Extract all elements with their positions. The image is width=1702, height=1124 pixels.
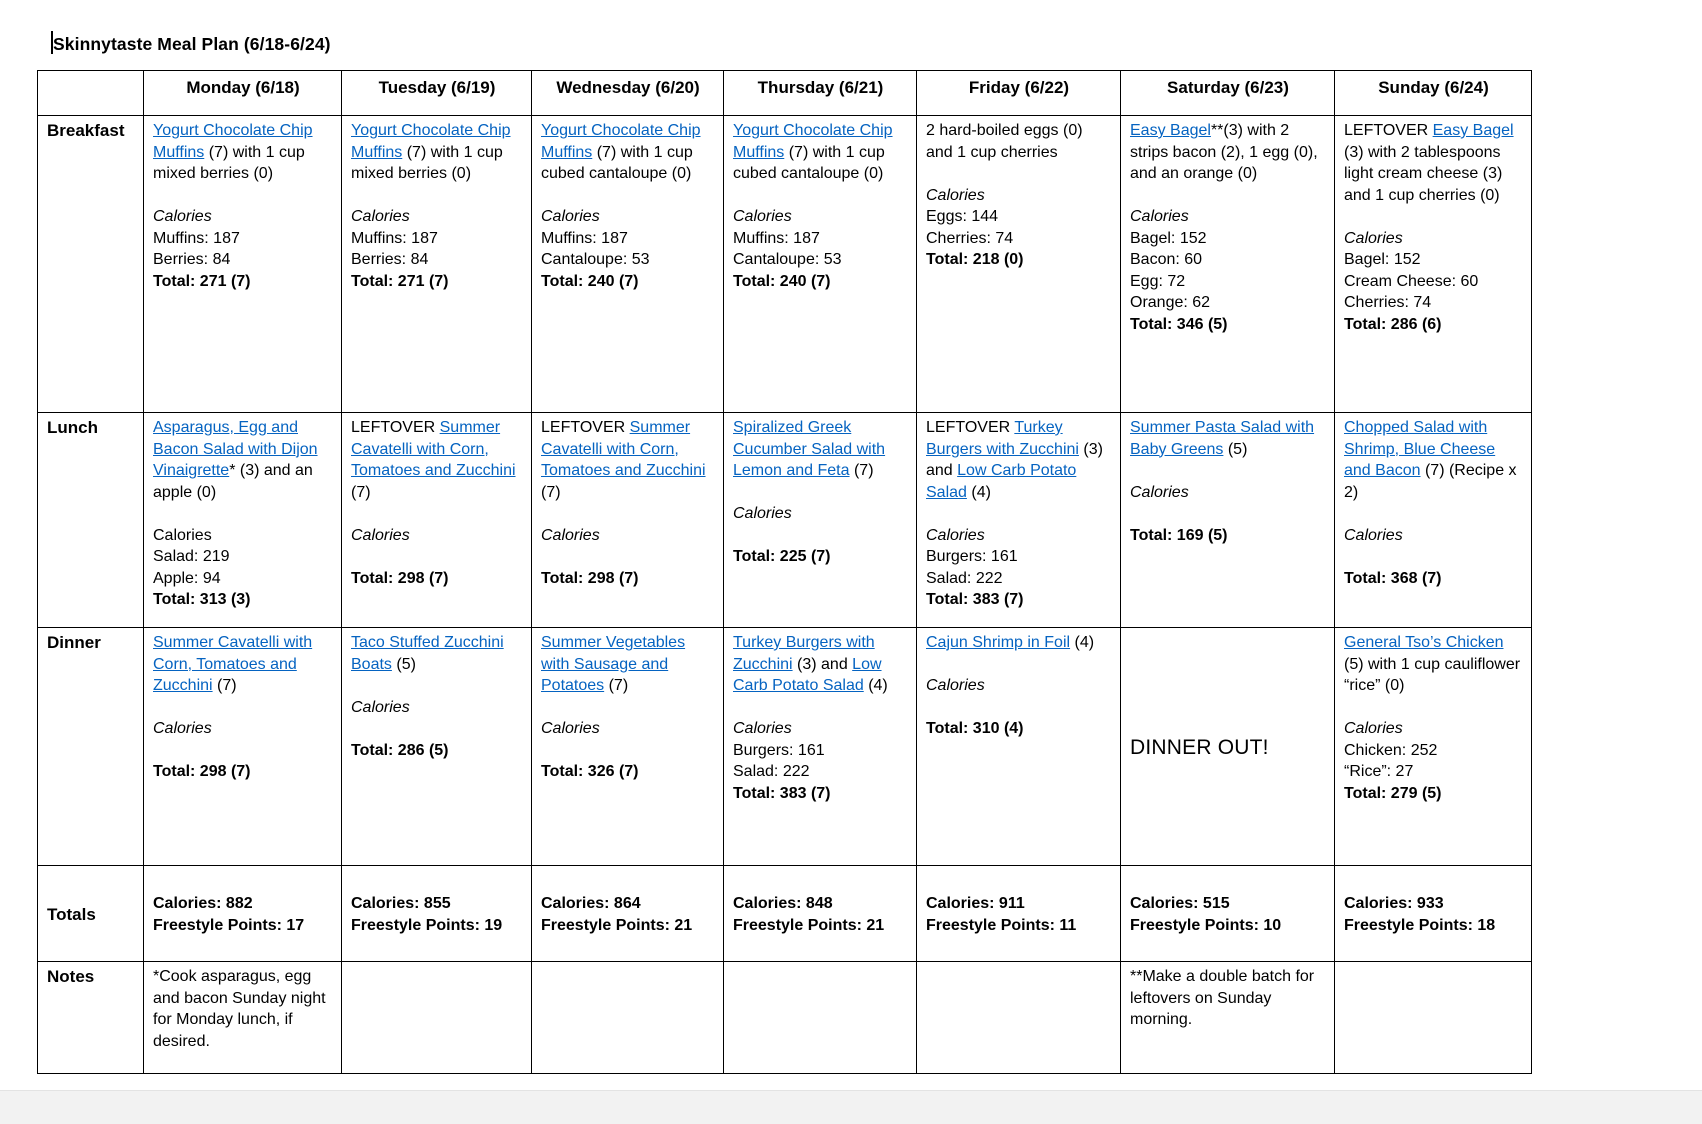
calorie-item: Muffins: 187 xyxy=(541,229,628,247)
meal-description xyxy=(926,632,1112,654)
meal-description xyxy=(733,417,908,482)
note-text: *Cook asparagus, egg and bacon Sunday night for Monday lunch, if desired. xyxy=(153,968,326,1050)
meal-description xyxy=(153,417,333,503)
recipe-link[interactable]: Yogurt Chocolate Chip Muffins xyxy=(541,122,701,161)
blank-line xyxy=(541,697,715,719)
day-header-0: Monday (6/18) xyxy=(144,71,342,116)
daily-total-line: Freestyle Points: 18 xyxy=(1344,916,1496,934)
totals-cell-3 xyxy=(724,866,917,962)
meal-text: (7) xyxy=(212,677,237,694)
calorie-item: Cherries: 74 xyxy=(926,229,1014,247)
calorie-item: Berries: 84 xyxy=(351,251,429,268)
meal-description xyxy=(926,120,1112,163)
row-label-totals: Totals xyxy=(38,866,144,962)
dinner-cell-0 xyxy=(144,628,342,866)
meal-total: Total: 279 (5) xyxy=(1344,784,1442,802)
blank-line xyxy=(1130,503,1326,525)
dinner-cell-3 xyxy=(724,628,917,866)
row-label-notes: Notes xyxy=(38,962,144,1074)
calories-label: Calories xyxy=(1344,229,1403,247)
dinner-cell-5 xyxy=(1121,628,1335,866)
recipe-link[interactable]: Low Carb Potato Salad xyxy=(926,462,1077,501)
meal-text: (4) xyxy=(863,677,888,694)
calories-label: Calories xyxy=(733,505,792,522)
calories-label: Calories xyxy=(153,720,212,737)
row-totals xyxy=(38,866,1532,962)
dinner-out-text: DINNER OUT! xyxy=(1130,735,1269,759)
meal-description xyxy=(1130,417,1326,460)
daily-total-line: Calories: 933 xyxy=(1344,895,1444,912)
meal-description xyxy=(153,632,333,697)
recipe-link[interactable]: Cajun Shrimp in Foil xyxy=(926,634,1071,651)
daily-total-line: Freestyle Points: 11 xyxy=(926,916,1077,934)
recipe-link[interactable]: Summer Cavatelli with Corn, Tomatoes and Zucchini xyxy=(351,419,516,479)
meal-text: (7) xyxy=(604,677,629,694)
calories-label: Calories xyxy=(153,208,212,225)
page-boundary xyxy=(0,1090,1702,1124)
blank-line xyxy=(541,185,715,207)
table-header-row xyxy=(38,71,1532,116)
calorie-item: Bagel: 152 xyxy=(1130,229,1207,247)
meal-description xyxy=(1344,632,1523,697)
row-lunch xyxy=(38,413,1532,628)
lunch-cell-3 xyxy=(724,413,917,628)
breakfast-cell-0 xyxy=(144,116,342,413)
day-header-6: Sunday (6/24) xyxy=(1335,71,1532,116)
calories-label: Calories xyxy=(153,526,212,544)
recipe-link[interactable]: Yogurt Chocolate Chip Muffins xyxy=(733,122,893,161)
blank-line xyxy=(351,675,523,697)
meal-text: (4) xyxy=(1070,634,1095,651)
calories-label: Calories xyxy=(1344,720,1403,737)
meal-description xyxy=(1130,120,1326,185)
day-header-4: Friday (6/22) xyxy=(917,71,1121,116)
recipe-link[interactable]: Asparagus, Egg and Bacon Salad with Dijon Vinaigrette xyxy=(153,419,318,479)
meal-text: (4) xyxy=(966,483,991,501)
day-header-3: Thursday (6/21) xyxy=(724,71,917,116)
daily-total-line: Calories: 864 xyxy=(541,895,641,912)
calorie-item: Bacon: 60 xyxy=(1130,251,1203,268)
blank-line xyxy=(153,740,333,762)
breakfast-cell-1 xyxy=(342,116,532,413)
calorie-item: Cream Cheese: 60 xyxy=(1344,272,1479,290)
row-label-dinner: Dinner xyxy=(38,628,144,866)
blank-line xyxy=(1130,460,1326,482)
notes-cell-2 xyxy=(532,962,724,1074)
notes-cell-0 xyxy=(144,962,342,1074)
blank-line xyxy=(926,654,1112,676)
recipe-link[interactable]: General Tso’s Chicken xyxy=(1344,634,1504,651)
meal-description xyxy=(153,120,333,185)
daily-total-line: Freestyle Points: 21 xyxy=(733,916,885,934)
blank-line xyxy=(733,697,908,719)
calories-label: Calories xyxy=(733,720,792,737)
breakfast-cell-5 xyxy=(1121,116,1335,413)
calories-label: Calories xyxy=(541,720,600,737)
recipe-link[interactable]: Spiralized Greek Cucumber Salad with Lemon and Feta xyxy=(733,419,886,479)
meal-total: Total: 346 (5) xyxy=(1130,315,1228,333)
blank-line xyxy=(153,503,333,525)
meal-text: (5) xyxy=(1223,440,1248,458)
daily-total-line: Calories: 855 xyxy=(351,895,451,912)
meal-text: LEFTOVER xyxy=(1344,122,1433,139)
calories-label: Calories xyxy=(351,698,410,716)
meal-text: (5) xyxy=(391,655,416,673)
recipe-link[interactable]: Turkey Burgers with Zucchini xyxy=(926,419,1079,458)
recipe-link[interactable]: Easy Bagel xyxy=(1130,122,1211,139)
blank-line xyxy=(1344,697,1523,719)
calorie-item: Burgers: 161 xyxy=(733,741,825,759)
meal-description xyxy=(1344,417,1523,503)
meal-description xyxy=(351,632,523,675)
totals-cell-0 xyxy=(144,866,342,962)
meal-total: Total: 326 (7) xyxy=(541,763,639,780)
blank-line xyxy=(1344,206,1523,228)
totals-cell-2 xyxy=(532,866,724,962)
meal-text: (7) (Recipe x 2) xyxy=(1344,462,1517,501)
calories-label: Calories xyxy=(1130,208,1189,225)
meal-text: (3) with 2 tablespoons light cream cheese (3) and 1 cup cherries (0) xyxy=(1344,143,1503,204)
blank-line xyxy=(351,718,523,740)
breakfast-cell-6 xyxy=(1335,116,1532,413)
lunch-cell-1 xyxy=(342,413,532,628)
meal-total: Total: 383 (7) xyxy=(733,784,831,802)
breakfast-cell-2 xyxy=(532,116,724,413)
blank-line xyxy=(733,185,908,207)
calorie-item: Cantaloupe: 53 xyxy=(733,251,842,268)
notes-cell-1 xyxy=(342,962,532,1074)
notes-cell-3 xyxy=(724,962,917,1074)
totals-cell-4 xyxy=(917,866,1121,962)
lunch-cell-4 xyxy=(917,413,1121,628)
calorie-item: Salad: 219 xyxy=(153,548,230,565)
blank-line xyxy=(153,185,333,207)
calorie-item: Cherries: 74 xyxy=(1344,294,1432,311)
meal-text: **(3) with 2 strips bacon (2), 1 egg (0), and an orange (0) xyxy=(1130,122,1318,182)
calories-label: Calories xyxy=(351,526,410,544)
calories-label: Calories xyxy=(1130,483,1189,501)
recipe-link[interactable]: Easy Bagel xyxy=(1432,122,1514,139)
blank-line xyxy=(1344,503,1523,525)
daily-total-line: Freestyle Points: 21 xyxy=(541,916,693,934)
totals-cell-1 xyxy=(342,866,532,962)
lunch-cell-2 xyxy=(532,413,724,628)
blank-line xyxy=(351,185,523,207)
meal-plan-table xyxy=(37,70,1532,1074)
calorie-item: Bagel: 152 xyxy=(1344,251,1421,268)
meal-total: Total: 271 (7) xyxy=(153,272,251,290)
calorie-item: Muffins: 187 xyxy=(351,229,438,247)
blank-line xyxy=(733,482,908,504)
notes-cell-6 xyxy=(1335,962,1532,1074)
meal-total: Total: 368 (7) xyxy=(1344,569,1442,587)
note-text: **Make a double batch for leftovers on Sunday morning. xyxy=(1130,968,1315,1028)
meal-text: (7) xyxy=(849,462,874,479)
meal-text: (3) and xyxy=(792,655,853,673)
recipe-link[interactable]: Turkey Burgers with Zucchini xyxy=(733,634,875,673)
blank-line xyxy=(541,740,715,762)
calorie-item: “Rice”: 27 xyxy=(1344,763,1414,780)
meal-text: (5) with 1 cup cauliflower “rice” (0) xyxy=(1344,655,1521,694)
meal-total: Total: 286 (5) xyxy=(351,741,449,759)
totals-cell-5 xyxy=(1121,866,1335,962)
daily-total-line: Calories: 882 xyxy=(153,895,253,912)
dinner-cell-2 xyxy=(532,628,724,866)
calorie-item: Berries: 84 xyxy=(153,251,231,268)
daily-total-line: Freestyle Points: 17 xyxy=(153,916,305,934)
blank-line xyxy=(733,525,908,547)
day-header-5: Saturday (6/23) xyxy=(1121,71,1335,116)
calorie-item: Muffins: 187 xyxy=(153,229,240,247)
calories-label: Calories xyxy=(541,526,600,544)
day-header-1: Tuesday (6/19) xyxy=(342,71,532,116)
daily-total-line: Freestyle Points: 10 xyxy=(1130,916,1282,934)
lunch-cell-6 xyxy=(1335,413,1532,628)
meal-description xyxy=(541,632,715,697)
blank-line xyxy=(351,503,523,525)
notes-cell-5 xyxy=(1121,962,1335,1074)
calorie-item: Apple: 94 xyxy=(153,569,221,587)
blank-line xyxy=(541,546,715,568)
meal-text: LEFTOVER xyxy=(541,419,630,436)
title-row xyxy=(51,31,331,55)
blank-line xyxy=(926,503,1112,525)
dinner-cell-4 xyxy=(917,628,1121,866)
blank-line xyxy=(1344,546,1523,568)
daily-total-line: Calories: 515 xyxy=(1130,895,1230,912)
meal-text: (7) with 1 cup mixed berries (0) xyxy=(153,143,305,182)
meal-total: Total: 271 (7) xyxy=(351,272,449,290)
row-breakfast xyxy=(38,116,1532,413)
recipe-link[interactable]: Yogurt Chocolate Chip Muffins xyxy=(153,122,313,161)
meal-total: Total: 240 (7) xyxy=(733,272,831,290)
meal-text: LEFTOVER xyxy=(926,419,1015,436)
row-label-lunch: Lunch xyxy=(38,413,144,628)
calorie-item: Cantaloupe: 53 xyxy=(541,251,650,268)
document-title: Skinnytaste Meal Plan (6/18-6/24) xyxy=(53,34,331,54)
calorie-item: Muffins: 187 xyxy=(733,229,820,247)
meal-text: (7) with 1 cup mixed berries (0) xyxy=(351,143,503,182)
meal-description xyxy=(351,417,523,503)
dinner-cell-6 xyxy=(1335,628,1532,866)
meal-text: (7) with 1 cup cubed cantaloupe (0) xyxy=(541,143,693,182)
meal-total: Total: 218 (0) xyxy=(926,251,1024,268)
calorie-item: Salad: 222 xyxy=(926,569,1003,587)
blank-line xyxy=(351,546,523,568)
calories-label: Calories xyxy=(926,186,985,204)
calorie-item: Burgers: 161 xyxy=(926,548,1018,565)
recipe-link[interactable]: Taco Stuffed Zucchini Boats xyxy=(351,634,504,673)
meal-total: Total: 383 (7) xyxy=(926,591,1024,608)
meal-description xyxy=(541,120,715,185)
recipe-link[interactable]: Yogurt Chocolate Chip Muffins xyxy=(351,122,511,161)
day-header-2: Wednesday (6/20) xyxy=(532,71,724,116)
calorie-item: Orange: 62 xyxy=(1130,294,1211,311)
meal-text: (3) and xyxy=(926,440,1103,479)
row-label-breakfast: Breakfast xyxy=(38,116,144,413)
calories-label: Calories xyxy=(541,208,600,225)
calories-label: Calories xyxy=(351,208,410,225)
breakfast-cell-4 xyxy=(917,116,1121,413)
calorie-item: Egg: 72 xyxy=(1130,272,1186,290)
meal-description xyxy=(351,120,523,185)
recipe-link[interactable]: Low Carb Potato Salad xyxy=(733,655,882,694)
meal-total: Total: 298 (7) xyxy=(351,569,449,587)
meal-total: Total: 310 (4) xyxy=(926,720,1024,737)
daily-total-line: Freestyle Points: 19 xyxy=(351,916,503,934)
breakfast-cell-3 xyxy=(724,116,917,413)
meal-total: Total: 298 (7) xyxy=(153,763,251,780)
blank-line xyxy=(153,697,333,719)
lunch-cell-0 xyxy=(144,413,342,628)
notes-cell-4 xyxy=(917,962,1121,1074)
meal-total: Total: 169 (5) xyxy=(1130,526,1228,544)
recipe-link[interactable]: Summer Vegetables with Sausage and Potatoes xyxy=(541,634,686,694)
lunch-cell-5 xyxy=(1121,413,1335,628)
meal-description xyxy=(1344,120,1523,206)
meal-text: * (3) and an apple (0) xyxy=(153,462,313,501)
blank-line xyxy=(926,163,1112,185)
dinner-cell-1 xyxy=(342,628,532,866)
meal-text: LEFTOVER xyxy=(351,419,440,436)
corner-cell xyxy=(38,71,144,116)
blank-line xyxy=(1130,185,1326,207)
calories-label: Calories xyxy=(926,677,985,694)
recipe-link[interactable]: Chopped Salad with Shrimp, Blue Cheese and Bacon xyxy=(1344,419,1496,479)
daily-total-line: Calories: 911 xyxy=(926,895,1025,912)
recipe-link[interactable]: Summer Cavatelli with Corn, Tomatoes and Zucchini xyxy=(153,634,313,694)
meal-text: (7) xyxy=(351,483,371,501)
row-dinner xyxy=(38,628,1532,866)
totals-cell-6 xyxy=(1335,866,1532,962)
meal-total: Total: 313 (3) xyxy=(153,591,251,608)
meal-total: Total: 298 (7) xyxy=(541,569,639,587)
meal-text: 2 hard-boiled eggs (0) and 1 cup cherries xyxy=(926,122,1083,161)
row-notes xyxy=(38,962,1532,1074)
blank-line xyxy=(926,697,1112,719)
meal-description xyxy=(733,120,908,185)
meal-total: Total: 240 (7) xyxy=(541,272,639,290)
meal-description xyxy=(541,417,715,503)
meal-text: (7) xyxy=(541,483,561,501)
blank-line xyxy=(541,503,715,525)
meal-text: (7) with 1 cup cubed cantaloupe (0) xyxy=(733,143,885,182)
meal-total: Total: 286 (6) xyxy=(1344,315,1442,333)
calorie-item: Chicken: 252 xyxy=(1344,741,1438,759)
calorie-item: Salad: 222 xyxy=(733,763,810,780)
daily-total-line: Calories: 848 xyxy=(733,895,833,912)
meal-description xyxy=(733,632,908,697)
meal-description xyxy=(926,417,1112,503)
calorie-item: Eggs: 144 xyxy=(926,208,999,225)
meal-total: Total: 225 (7) xyxy=(733,548,831,565)
recipe-link[interactable]: Summer Cavatelli with Corn, Tomatoes and Zucchini xyxy=(541,419,706,479)
calories-label: Calories xyxy=(926,526,985,544)
calories-label: Calories xyxy=(733,208,792,225)
calories-label: Calories xyxy=(1344,526,1403,544)
recipe-link[interactable]: Summer Pasta Salad with Baby Greens xyxy=(1130,419,1315,458)
